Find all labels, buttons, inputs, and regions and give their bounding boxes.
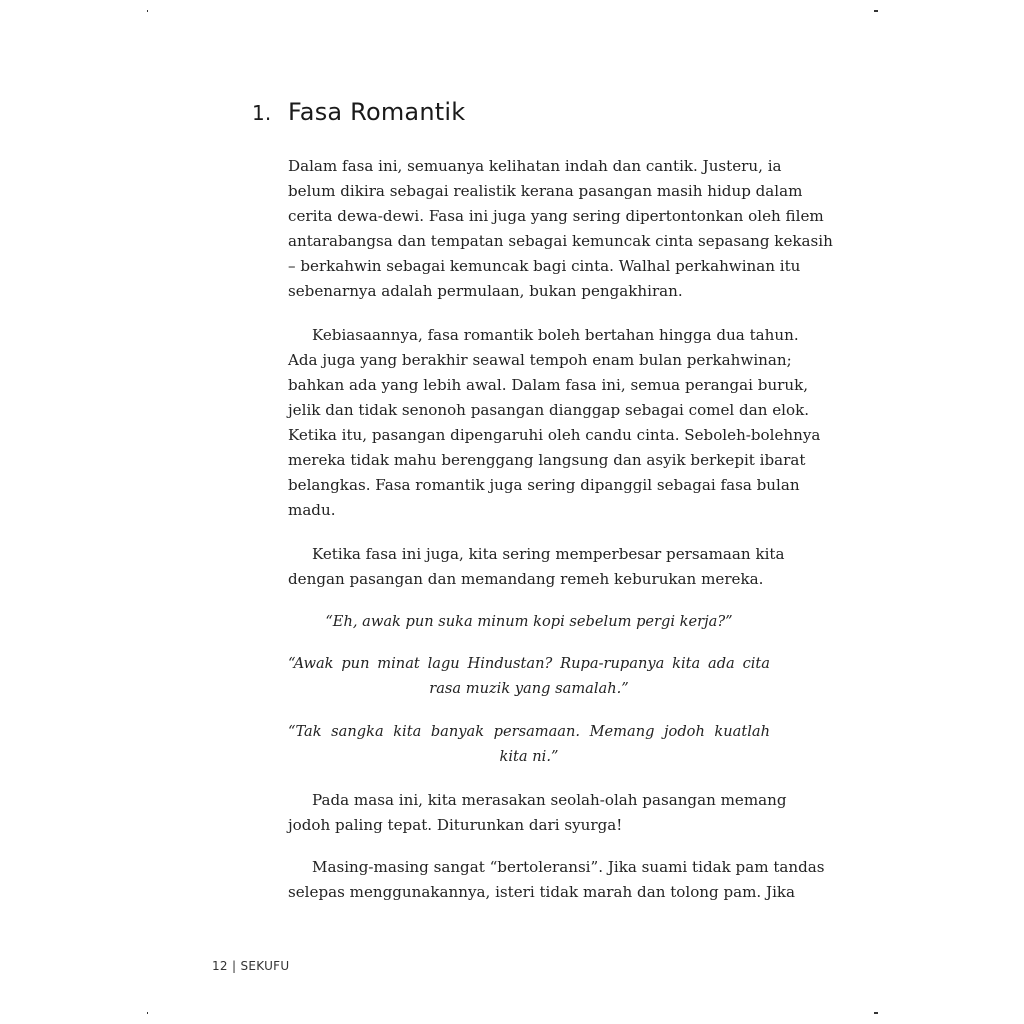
- text-line: antarabangsa dan tempatan sebagai kemuncak cinta sepasang kekasih: [288, 232, 833, 250]
- text-line: Ada juga yang berakhir seawal tempoh enam bulan perkahwinan;: [288, 351, 792, 369]
- paragraph-5: [288, 855, 825, 905]
- section-heading: [252, 98, 465, 126]
- crop-mark-top-left: [147, 10, 148, 12]
- quote-line: “Awak pun minat lagu Hindustan? Rupa-rupanya kita ada cita: [288, 655, 770, 672]
- page-footer: 12 | SEKUFU: [212, 959, 290, 973]
- quote-2: [288, 651, 770, 701]
- text-line: Ketika itu, pasangan dipengaruhi oleh candu cinta. Seboleh-bolehnya: [288, 426, 821, 444]
- text-line: madu.: [288, 501, 336, 519]
- text-line: jodoh paling tepat. Diturunkan dari syurga!: [288, 816, 623, 834]
- quote-line: kita ni.”: [499, 748, 559, 765]
- text-line: belangkas. Fasa romantik juga sering dipanggil sebagai fasa bulan: [288, 476, 800, 494]
- text-line: bahkan ada yang lebih awal. Dalam fasa ini, semua perangai buruk,: [288, 376, 809, 394]
- text-line: jelik dan tidak senonoh pasangan dianggap sebagai comel dan elok.: [288, 401, 810, 419]
- quote-line: “Tak sangka kita banyak persamaan. Memang jodoh kuatlah: [288, 723, 770, 740]
- section-number: 1.: [252, 101, 272, 125]
- quote-line: rasa muzik yang samalah.”: [429, 680, 629, 697]
- paragraph-4: [288, 788, 787, 838]
- crop-mark-bottom-right: [874, 1012, 878, 1014]
- text-line: Ketika fasa ini juga, kita sering memperbesar persamaan kita: [312, 545, 785, 563]
- quote-1: [288, 609, 770, 634]
- text-line: cerita dewa-dewi. Fasa ini juga yang sering dipertontonkan oleh filem: [288, 207, 824, 225]
- section-title: Fasa Romantik: [288, 98, 466, 126]
- quote-3: [288, 719, 770, 769]
- paragraph-1: [288, 154, 833, 304]
- text-line: Masing-masing sangat “bertoleransi”. Jika suami tidak pam tandas: [312, 858, 825, 876]
- text-line: belum dikira sebagai realistik kerana pasangan masih hidup dalam: [288, 182, 803, 200]
- text-line: Dalam fasa ini, semuanya kelihatan indah dan cantik. Justeru, ia: [288, 157, 782, 175]
- text-line: Kebiasaannya, fasa romantik boleh bertahan hingga dua tahun.: [312, 326, 799, 344]
- text-line: Pada masa ini, kita merasakan seolah-olah pasangan memang: [312, 791, 787, 809]
- text-line: selepas menggunakannya, isteri tidak marah dan tolong pam. Jika: [288, 883, 796, 901]
- text-line: dengan pasangan dan memandang remeh keburukan mereka.: [288, 570, 764, 588]
- text-line: – berkahwin sebagai kemuncak bagi cinta. Walhal perkahwinan itu: [288, 257, 801, 275]
- quote-line: “Eh, awak pun suka minum kopi sebelum pergi kerja?”: [325, 613, 733, 630]
- paragraph-2: [288, 323, 821, 523]
- text-line: sebenarnya adalah permulaan, bukan pengakhiran.: [288, 282, 683, 300]
- paragraph-3: [288, 542, 785, 592]
- text-line: mereka tidak mahu berenggang langsung dan asyik berkepit ibarat: [288, 451, 806, 469]
- crop-mark-bottom-left: [147, 1012, 148, 1014]
- crop-mark-top-right: [874, 10, 878, 12]
